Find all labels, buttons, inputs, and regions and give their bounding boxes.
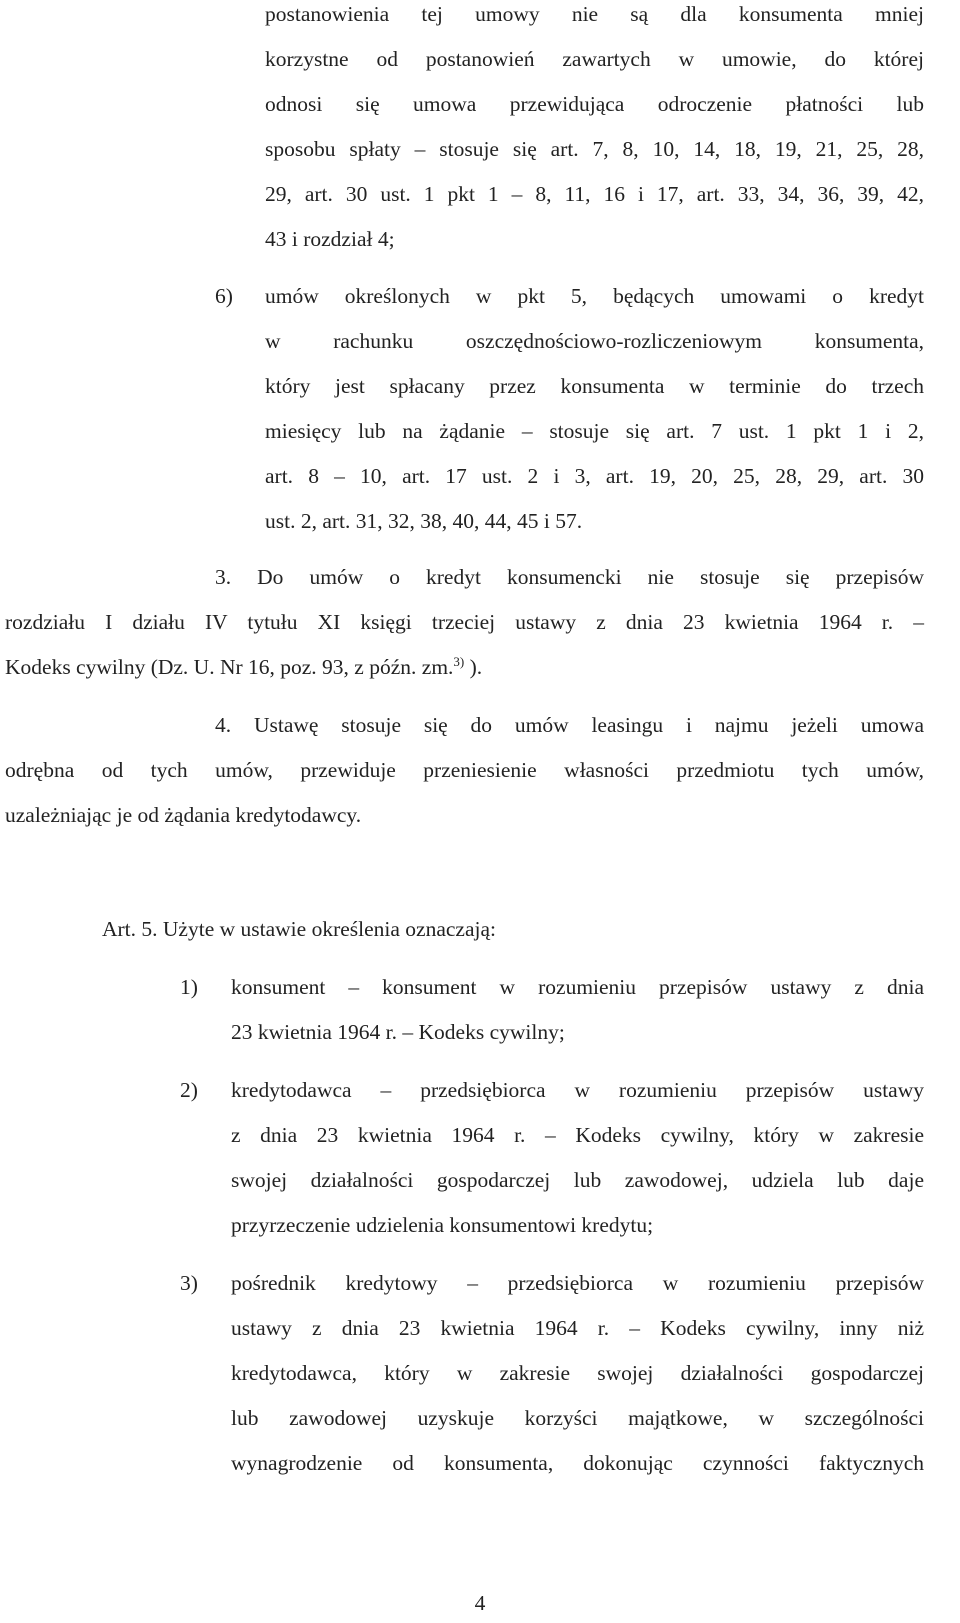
text-line: uzależniając je od żądania kredytodawcy. (5, 803, 362, 827)
article-5-heading: Art. 5. Użyte w ustawie określenia oznaczają: (102, 917, 497, 941)
text-line: korzystne od postanowień zawartych w umowie, do której (265, 47, 924, 71)
text-line: ustawy z dnia 23 kwietnia 1964 r. – Kodeks cywilny, inny niż (231, 1316, 924, 1340)
text-line: w rachunku oszczędnościowo-rozliczeniowym konsumenta, (265, 329, 924, 353)
text-line: przyrzeczenie udzielenia konsumentowi kredytu; (231, 1213, 654, 1237)
article-5-item-1-text (231, 965, 924, 1055)
text-line: art. 8 – 10, art. 17 ust. 2 i 3, art. 19, 20, 25, 28, 29, art. 30 (265, 464, 924, 488)
text-line: pośrednik kredytowy – przedsiębiorca w rozumieniu przepisów (231, 1271, 924, 1295)
article-5-item-3-number: 3) (180, 1271, 198, 1295)
item-6-text (265, 274, 924, 544)
text-fragment: Kodeks cywilny (Dz. U. Nr 16, poz. 93, z późn. zm. (5, 655, 454, 679)
paragraph-4 (5, 703, 924, 838)
text-line: kredytodawca, który w zakresie swojej działalności gospodarczej (231, 1361, 924, 1385)
text-line (5, 645, 924, 690)
text-line: wynagrodzenie od konsumenta, dokonując czynności faktycznych (231, 1451, 924, 1475)
text-line: 3. Do umów o kredyt konsumencki nie stosuje się przepisów (215, 565, 924, 589)
text-line: ust. 2, art. 31, 32, 38, 40, 44, 45 i 57. (265, 509, 583, 533)
article-5-item-3-text (231, 1261, 924, 1486)
text-line: kredytodawca – przedsiębiorca w rozumieniu przepisów ustawy (231, 1078, 924, 1102)
text-line: swojej działalności gospodarczej lub zawodowej, udziela lub daje (231, 1168, 924, 1192)
text-line: umów określonych w pkt 5, będących umowami o kredyt (265, 284, 924, 308)
page-number: 4 (474, 1591, 486, 1615)
text-fragment: ). (464, 655, 483, 679)
item-5-continuation (265, 0, 924, 262)
text-line: odnosi się umowa przewidująca odroczenie płatności lub (265, 92, 924, 116)
text-line: konsument – konsument w rozumieniu przepisów ustawy z dnia (231, 975, 924, 999)
footnote-reference: 3) (453, 653, 465, 669)
article-5-item-2-number: 2) (180, 1078, 198, 1102)
text-line: 29, art. 30 ust. 1 pkt 1 – 8, 11, 16 i 17, art. 33, 34, 36, 39, 42, (265, 182, 924, 206)
text-line: 43 i rozdział 4; (265, 227, 395, 251)
text-line: rozdziału I działu IV tytułu XI księgi trzeciej ustawy z dnia 23 kwietnia 1964 r. – (5, 610, 924, 634)
text-line: lub zawodowej uzyskuje korzyści majątkowe, w szczególności (231, 1406, 924, 1430)
text-line: który jest spłacany przez konsumenta w terminie do trzech (265, 374, 924, 398)
text-line: sposobu spłaty – stosuje się art. 7, 8, 10, 14, 18, 19, 21, 25, 28, (265, 137, 924, 161)
text-line: odrębna od tych umów, przewiduje przeniesienie własności przedmiotu tych umów, (5, 758, 924, 782)
article-5-item-1-number: 1) (180, 975, 198, 999)
article-5-item-2-text (231, 1068, 924, 1248)
paragraph-3 (5, 555, 924, 690)
text-line: postanowienia tej umowy nie są dla konsumenta mniej (265, 2, 924, 26)
text-line: miesięcy lub na żądanie – stosuje się art. 7 ust. 1 pkt 1 i 2, (265, 419, 924, 443)
text-line: z dnia 23 kwietnia 1964 r. – Kodeks cywilny, który w zakresie (231, 1123, 924, 1147)
text-line: 4. Ustawę stosuje się do umów leasingu i najmu jeżeli umowa (215, 713, 924, 737)
item-6-number: 6) (215, 284, 233, 308)
text-line: 23 kwietnia 1964 r. – Kodeks cywilny; (231, 1020, 565, 1044)
